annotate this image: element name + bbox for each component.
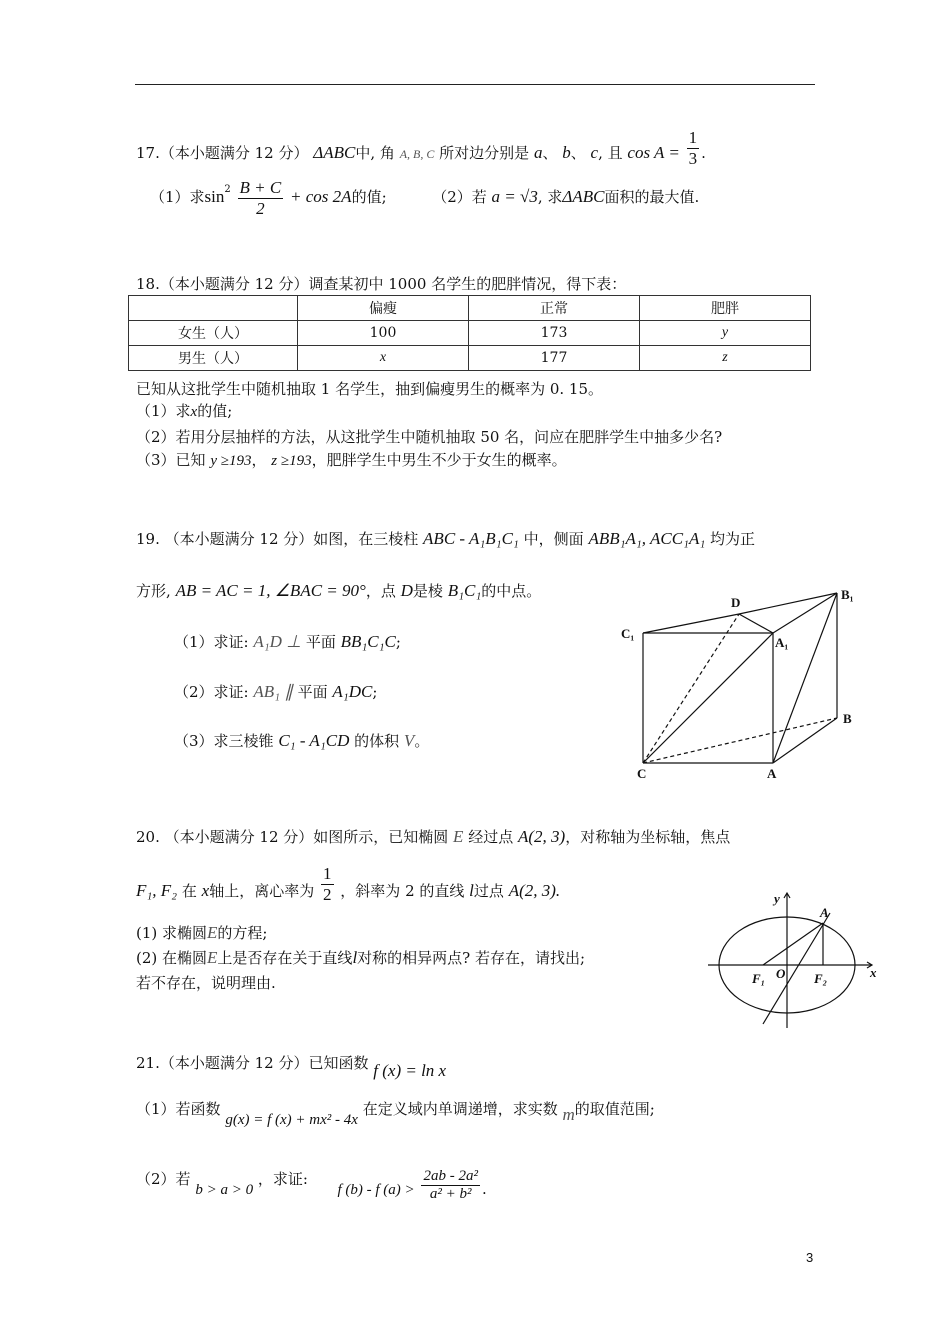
q17-line1 xyxy=(136,128,706,168)
q17-part2-label: （2）若 xyxy=(432,188,487,207)
q19-comma: ，点 xyxy=(365,582,396,600)
q20-p2-mid: 上是否存在关于直线 xyxy=(217,949,353,967)
label-f1: F₁ xyxy=(752,971,766,986)
q20-line2 xyxy=(136,864,561,904)
q21-lhs: f (b) - f (a) > xyxy=(337,1181,415,1198)
q21-p1-label: （1）若函数 xyxy=(136,1100,221,1118)
q18-p2: （2）若用分层抽样的方法，从这批学生中随机抽取 50 名，问应在肥胖学生中抽多少名? xyxy=(136,428,723,446)
q21-p1-mid: 在定义域内单调递增，求实数 xyxy=(362,1100,558,1118)
q17-plus-cos: + cos 2A xyxy=(290,187,352,207)
segment-c-a1 xyxy=(643,633,773,763)
header-rule xyxy=(135,84,815,85)
q20-line2-c: ，斜率为 2 的直线 xyxy=(340,882,465,901)
q17-text-c: , 且 xyxy=(598,144,623,163)
q19-p3-var: V xyxy=(403,731,415,750)
q19-p2-end: ; xyxy=(372,683,378,701)
q17-line2 xyxy=(150,178,699,218)
q17-period: . xyxy=(701,144,706,163)
q20-p2-label: (2) 在椭圆 xyxy=(136,949,208,967)
table-cell: 偏瘦 xyxy=(298,296,469,321)
table-cell: x xyxy=(298,346,469,371)
q17-cos-lhs: cos A = xyxy=(627,143,680,163)
label-c: C xyxy=(637,766,647,781)
q21-line1 xyxy=(136,1052,447,1080)
q20-line1-c: ，对称轴为坐标轴，焦点 xyxy=(565,828,731,846)
label-b: B xyxy=(843,711,852,726)
q18-p1 xyxy=(136,400,232,421)
q19-p2-expr: AB₁ ∥ xyxy=(253,682,293,701)
q21-p2-label: （2）若 xyxy=(136,1169,191,1188)
edge-c-b xyxy=(643,718,837,763)
q20-p1 xyxy=(136,922,267,943)
label-o: O xyxy=(776,966,786,981)
q20-p1-label: (1) 求椭圆 xyxy=(136,924,208,942)
q17-den2: 2 xyxy=(256,198,265,218)
q19-p3-label: （3）求三棱锥 xyxy=(174,732,274,750)
q19-p3-mid: 的体积 xyxy=(354,732,400,750)
q19-number: 19. xyxy=(136,530,160,548)
q18-p3 xyxy=(136,449,567,470)
q17-b: b xyxy=(562,143,571,163)
q18-p3-label: （3）已知 xyxy=(136,451,206,469)
edge-d-a1 xyxy=(739,614,773,633)
table-cell: 173 xyxy=(469,321,640,346)
q21-gx: g(x) = f (x) + mx² - 4x xyxy=(225,1112,358,1128)
q19-p3 xyxy=(174,730,429,751)
q19-p2-label: （2）求证: xyxy=(174,683,249,701)
q21-m: m xyxy=(562,1105,575,1124)
q17-score: （本小题满分 12 分） xyxy=(159,144,309,163)
table-cell: y xyxy=(640,321,811,346)
q19-edge: B₁C₁ xyxy=(447,581,482,600)
table-row xyxy=(129,346,811,371)
q20-ellipse-figure xyxy=(700,885,885,1030)
q19-p1 xyxy=(174,631,401,652)
q18-p1-label: （1）求 xyxy=(136,402,191,420)
q20-p2 xyxy=(136,947,585,968)
q20-p2-l: l xyxy=(352,948,358,967)
q17-part1-end: 的值; xyxy=(351,188,387,207)
q18-line1: 已知从这批学生中随机抽取 1 名学生，抽到偏瘦男生的概率为 0. 15。 xyxy=(136,380,604,398)
table-row xyxy=(129,321,811,346)
q18-p3-z: z ≥193 xyxy=(271,453,312,469)
q20-frac-num: 1 xyxy=(323,864,332,883)
q20-line2-d: 过点 xyxy=(473,882,504,901)
q20-p1-E: E xyxy=(207,923,218,942)
q17-triangle: ΔABC xyxy=(313,143,356,163)
q20-point2: A(2, 3). xyxy=(508,881,561,901)
q19-p3-end: 。 xyxy=(414,732,430,750)
table-cell: 正常 xyxy=(469,296,640,321)
q19-line2-start: 方形, xyxy=(136,582,171,600)
q19-line1 xyxy=(136,528,755,549)
q18-intro: 18.（本小题满分 12 分）调查某初中 1000 名学生的肥胖情况，得下表： xyxy=(136,275,627,293)
q17-a: a xyxy=(533,143,543,163)
q21-p1 xyxy=(136,1098,655,1128)
q21-cond: b > a > 0 xyxy=(195,1181,254,1198)
edge-a-b xyxy=(773,718,837,763)
table-row xyxy=(129,296,811,321)
label-f2: F₂ xyxy=(814,971,828,986)
q19-p2 xyxy=(174,681,377,702)
q20-p3: 若不存在，说明理由. xyxy=(136,974,276,992)
q20-frac-den: 2 xyxy=(323,884,332,904)
label-a: A xyxy=(820,905,829,920)
label-x: x xyxy=(870,965,877,980)
q21-frac-num: 2ab - 2a² xyxy=(421,1168,480,1186)
q19-p2-plane: 平面 xyxy=(297,683,328,701)
q17-c: c xyxy=(590,143,599,163)
q19-p2-plane-name: A₁DC xyxy=(332,682,373,701)
q20-l: l xyxy=(469,881,474,901)
q18-p3-y: y ≥193 xyxy=(210,453,252,469)
label-c1: C₁ xyxy=(621,626,635,641)
q19-p3-expr: C₁ - A₁CD xyxy=(278,731,350,750)
segment-f1-a xyxy=(763,923,823,965)
q19-prism-figure xyxy=(615,585,865,785)
edge-a1-b1 xyxy=(773,593,837,633)
q17-text-b: 所对边分别是 xyxy=(439,144,530,163)
q20-p2-E: E xyxy=(207,948,218,967)
q17-frac-den: 3 xyxy=(688,148,698,168)
q19-prism: ABC - A₁B₁C₁ xyxy=(423,529,519,548)
table-cell: 女生（人） xyxy=(129,321,298,346)
q17-sin: sin xyxy=(204,187,225,207)
q17-part2-tail: 面积的最大值. xyxy=(604,188,700,207)
q17-angles: A, B, C xyxy=(399,147,435,162)
label-d: D xyxy=(731,595,741,610)
q19-p1-label: （1）求证: xyxy=(174,633,249,651)
q20-p1-end: 的方程; xyxy=(217,924,268,942)
q20-line2-b: 轴上，离心率为 xyxy=(209,882,315,901)
q18-p3-comma: ， xyxy=(251,451,267,469)
q19-mid-end: 的中点。 xyxy=(481,582,542,600)
q20-foci: F₁, F₂ xyxy=(136,881,178,901)
page-number: 3 xyxy=(806,1250,814,1265)
q19-D: D xyxy=(400,581,413,600)
q19-is-mid: 是棱 xyxy=(412,582,443,600)
q21-fx: f (x) = ln x xyxy=(373,1061,447,1080)
q21-p2-mid: ，求证: xyxy=(257,1169,308,1188)
q19-score: （本小题满分 12 分）如图，在三棱柱 xyxy=(164,530,419,548)
q20-number: 20. xyxy=(136,828,160,846)
table-cell: 177 xyxy=(469,346,640,371)
table-cell: 男生（人） xyxy=(129,346,298,371)
q17-part2-end: , 求 xyxy=(537,188,563,207)
label-b1: B₁ xyxy=(841,587,854,602)
q20-line1 xyxy=(136,826,730,847)
q20-line1-b: 经过点 xyxy=(468,828,514,846)
q19-p1-plane: 平面 xyxy=(305,633,336,651)
q19-line2 xyxy=(136,580,541,601)
q17-bpc: B + C xyxy=(239,178,282,197)
q17-triangle2: ΔABC xyxy=(562,187,605,207)
q21-fraction xyxy=(421,1168,480,1204)
q21-frac-den: a² + b² xyxy=(429,1186,472,1203)
q17-a-eq: a = √3 xyxy=(491,187,538,207)
q17-half-angle xyxy=(238,178,284,218)
q19-end1: 均为正 xyxy=(710,530,756,548)
q20-line1-a: （本小题满分 12 分）如图所示，已知椭圆 xyxy=(164,828,449,846)
segment-c-d xyxy=(643,614,739,763)
label-a: A xyxy=(767,766,777,781)
q18-p1-end: 的值; xyxy=(197,402,233,420)
q19-p1-end: ; xyxy=(395,633,401,651)
q18-table xyxy=(128,295,811,371)
q17-part1-label: （1）求 xyxy=(150,188,205,207)
q21-p2 xyxy=(136,1162,487,1203)
q19-mid: 中，侧面 xyxy=(523,530,584,548)
q18-p1-var: x xyxy=(190,404,198,420)
q17-number: 17. xyxy=(136,144,160,163)
edge-d-b1 xyxy=(739,593,837,614)
q20-point: A(2, 3) xyxy=(518,827,566,846)
q21-p1-end: 的取值范围; xyxy=(574,1100,655,1118)
q19-faces: ABB₁A₁, ACC₁A₁ xyxy=(588,529,706,548)
q21-line1-text: 21.（本小题满分 12 分）已知函数 xyxy=(136,1054,369,1072)
table-cell: z xyxy=(640,346,811,371)
q20-x: x xyxy=(201,881,210,901)
q19-p1-plane-name: BB₁C₁C xyxy=(340,632,396,651)
q17-text-a: 中, 角 xyxy=(355,144,395,163)
segment-a-b1 xyxy=(773,593,837,763)
label-a1: A₁ xyxy=(775,635,789,650)
q17-sep2: 、 xyxy=(570,144,586,163)
q20-fraction xyxy=(321,864,334,904)
q17-frac-num: 1 xyxy=(688,128,698,147)
q18-p3-end: ，肥胖学生中男生不少于女生的概率。 xyxy=(311,451,567,469)
table-cell xyxy=(129,296,298,321)
q20-line2-a: 在 xyxy=(181,882,197,901)
table-cell: 肥胖 xyxy=(640,296,811,321)
label-y: y xyxy=(774,891,780,906)
q17-fraction xyxy=(687,128,700,168)
q21-end: . xyxy=(481,1179,487,1198)
q19-p1-expr: A₁D ⊥ xyxy=(253,632,302,651)
q20-p2-end: 对称的相异两点? 若存在，请找出; xyxy=(357,949,586,967)
q17-sep1: 、 xyxy=(542,144,558,163)
q17-sin-exp: 2 xyxy=(224,184,231,196)
q19-cond: AB = AC = 1, ∠BAC = 90° xyxy=(175,581,366,600)
edge-c1-d xyxy=(643,614,739,633)
q20-E: E xyxy=(453,827,464,846)
table-cell: 100 xyxy=(298,321,469,346)
